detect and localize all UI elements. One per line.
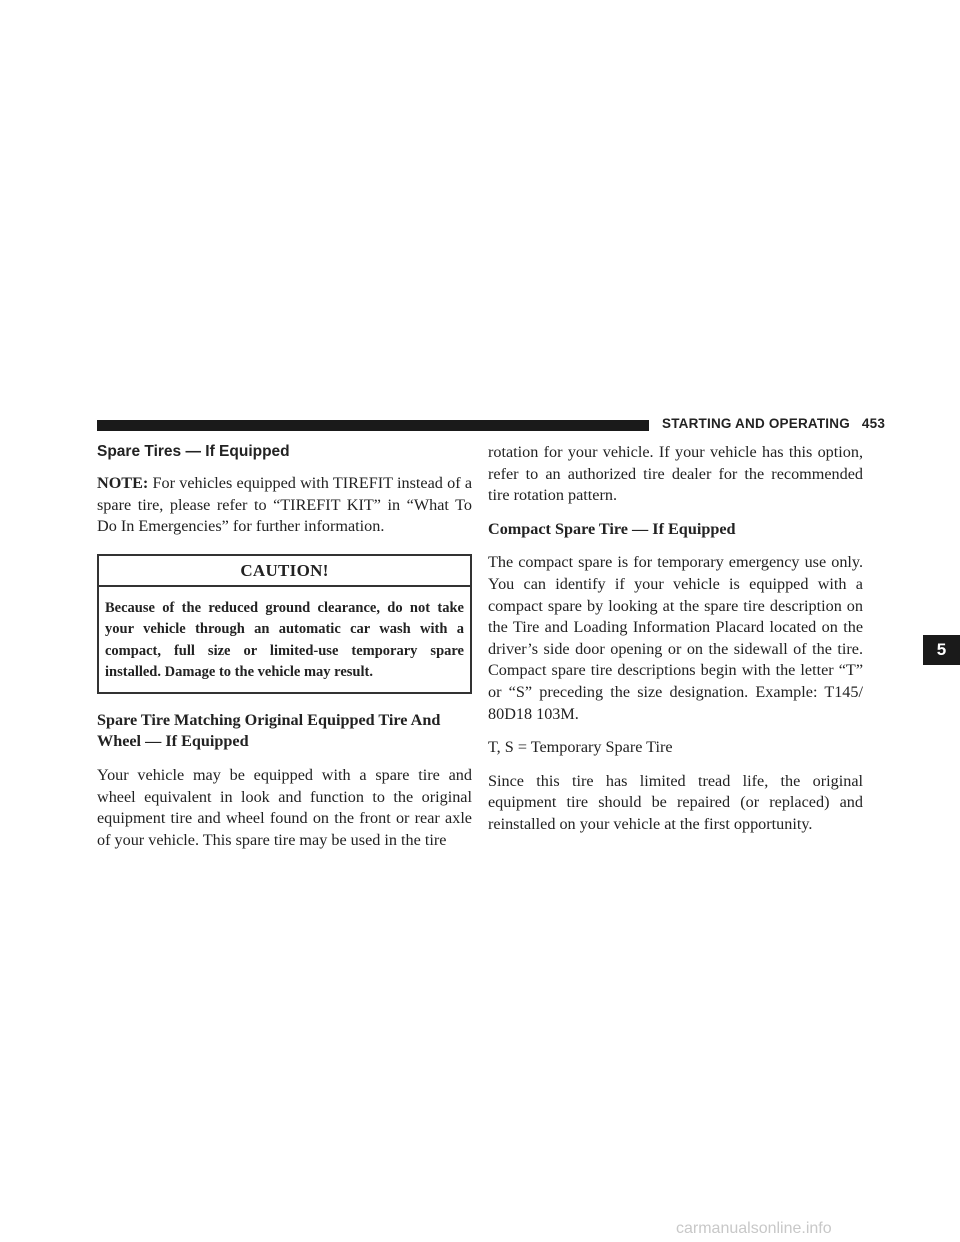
chapter-tab: 5	[923, 635, 960, 665]
page-number: 453	[861, 416, 886, 431]
subheading-compact-spare: Compact Spare Tire — If Equipped	[488, 519, 736, 538]
caution-box	[97, 554, 472, 694]
paragraph-continued: rotation for your vehicle. If your vehicle has this option, refer to an authorized tire dealer for the recommended tire rotation pattern.	[488, 443, 863, 505]
subheading-matching-spare: Spare Tire Matching Original Equipped Tire And Wheel — If Equipped	[97, 710, 441, 751]
section-title: STARTING AND OPERATING	[662, 416, 850, 431]
paragraph-tread-life: Since this tire has limited tread life, the original equipment tire should be repaired (or replaced) and reinstalled on your vehicle at the first opportunity.	[488, 771, 863, 833]
running-header	[662, 416, 885, 431]
paragraph-compact-spare: The compact spare is for temporary emergency use only. You can identify if your vehicle is equipped with a compact spare by looking at the spare tire description on the Tire and Loading Information Placard located on the driver’s side door opening or on the sidewall of the tire. Compact spare tire descriptions begin with the letter “T” or “S” preceding the size designation. Example: T145/ 80D18 103M.	[488, 553, 863, 723]
watermark: carmanualsonline.info	[676, 1220, 832, 1237]
header-rule	[97, 420, 649, 431]
left-column	[97, 442, 472, 863]
paragraph-temporary-spare: T, S = Temporary Spare Tire	[488, 738, 673, 757]
note-paragraph	[97, 473, 472, 538]
right-column	[488, 442, 863, 848]
note-text: For vehicles equipped with TIREFIT instead of a spare tire, please refer to “TIREFIT KIT” in “What To Do In Emergencies” for further information.	[97, 474, 473, 536]
caution-text: Because of the reduced ground clearance, do not take your vehicle through an automatic car wash with a compact, full size or limited-use temporary spare installed. Damage to the vehicle may result.	[105, 599, 464, 681]
note-label: NOTE:	[97, 474, 149, 492]
section-heading: Spare Tires — If Equipped	[97, 443, 290, 460]
caution-title: CAUTION!	[99, 556, 470, 587]
paragraph-matching-spare: Your vehicle may be equipped with a spare tire and wheel equivalent in look and function to the original equipment tire and wheel found on the front or rear axle of your vehicle. This spare tire may be used in the tire	[97, 765, 472, 849]
